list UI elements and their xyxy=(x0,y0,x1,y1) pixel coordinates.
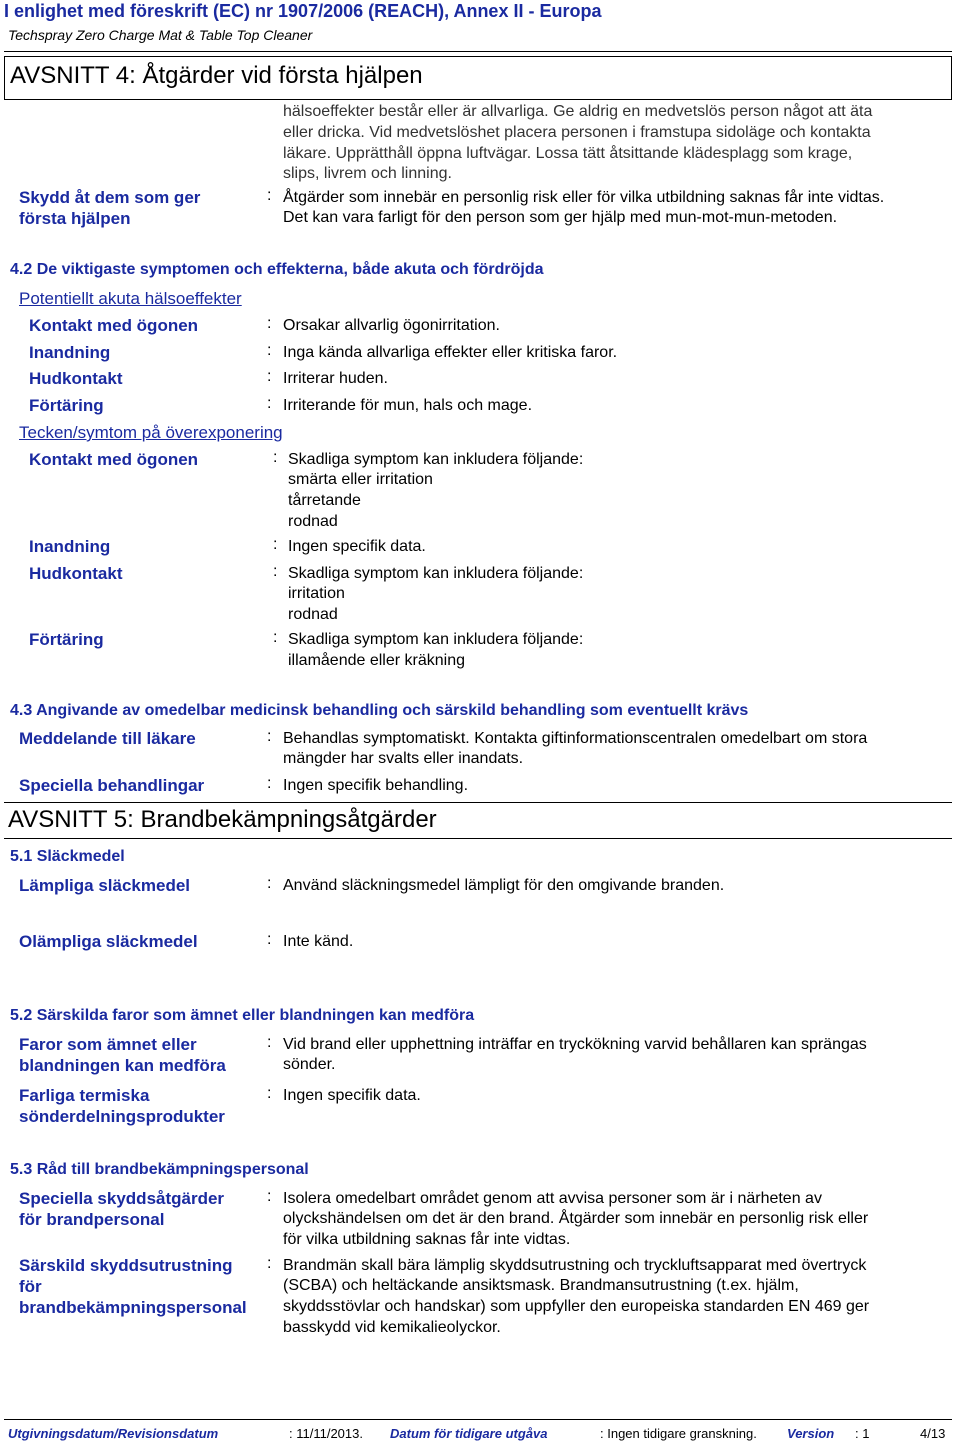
protective-equipment-line: Brandmän skall bära lämplig skyddsutrustning och tryckluftsapparat med övertryck xyxy=(283,1257,867,1274)
suitable-media-label: Lämpliga släckmedel xyxy=(19,876,191,895)
section5-title-divider-top xyxy=(4,802,952,803)
footer-divider xyxy=(4,1419,952,1420)
protective-equipment-line: skyddsstövlar och handskar) som uppfyller den europeiska standarden EN 469 ger xyxy=(283,1298,870,1315)
potential-effects-heading: Potentiellt akuta hälsoeffekter xyxy=(19,289,242,308)
sign-eye-contact-line: Skadliga symptom kan inkludera följande: xyxy=(288,451,584,468)
field-colon: : xyxy=(267,775,272,792)
field-colon: : xyxy=(267,395,272,412)
unsuitable-media-value: Inte känd. xyxy=(283,933,354,950)
subsection-5-2-heading: 5.2 Särskilda faror som ämnet eller blandningen kan medföra xyxy=(10,1007,475,1024)
sign-ingestion-line: illamående eller kräkning xyxy=(288,652,465,669)
note-to-physician-label: Meddelande till läkare xyxy=(19,729,196,748)
footer-page-number: 4/13 xyxy=(920,1426,946,1441)
product-name: Techspray Zero Charge Mat & Table Top Cleaner xyxy=(8,27,313,43)
first-aid-continued-line: slips, livrem och linning. xyxy=(283,165,452,182)
sign-ingestion-line: Skadliga symptom kan inkludera följande: xyxy=(288,631,584,648)
field-colon: : xyxy=(273,629,278,646)
footer-version-value: : 1 xyxy=(855,1426,870,1441)
skin-contact-value: Irriterar huden. xyxy=(283,370,388,387)
ingestion-label: Förtäring xyxy=(29,396,104,415)
thermal-decomposition-label: sönderdelningsprodukter xyxy=(19,1107,225,1126)
protect-first-aiders-label: första hjälpen xyxy=(19,209,131,228)
special-measures-line: olyckshändelsen om det är den brand. Åtgärder som innebär en personlig risk eller xyxy=(283,1210,869,1227)
field-colon: : xyxy=(267,875,272,892)
protective-equipment-line: (SCBA) och heltäckande ansiktsmask. Brandmansutrustning (t.ex. hjälm, xyxy=(283,1277,799,1294)
inhalation-label: Inandning xyxy=(29,343,111,362)
thermal-decomposition-label: Farliga termiska xyxy=(19,1086,150,1105)
hazards-line: sönder. xyxy=(283,1056,336,1073)
subsection-5-1-heading: 5.1 Släckmedel xyxy=(10,848,125,865)
specific-treatments-value: Ingen specifik behandling. xyxy=(283,777,469,794)
sign-skin-contact-line: irritation xyxy=(288,585,345,602)
field-colon: : xyxy=(267,1085,272,1102)
footer-previous-date-label: Datum för tidigare utgåva xyxy=(390,1426,548,1441)
footer-issue-date-label: Utgivningsdatum/Revisionsdatum xyxy=(8,1426,219,1441)
inhalation-value: Inga kända allvarliga effekter eller kritiska faror. xyxy=(283,344,618,361)
section4-title: AVSNITT 4: Åtgärder vid första hjälpen xyxy=(10,62,423,89)
field-colon: : xyxy=(273,536,278,553)
note-to-physician-line: Behandlas symptomatiskt. Kontakta giftinformationscentralen omedelbart om stora xyxy=(283,730,868,747)
section5-title-divider xyxy=(4,838,952,839)
special-measures-label: Speciella skyddsåtgärder xyxy=(19,1189,225,1208)
hazards-line: Vid brand eller upphettning inträffar en tryckökning varvid behållaren kan sprängas xyxy=(283,1036,867,1053)
unsuitable-media-label: Olämpliga släckmedel xyxy=(19,932,198,951)
skin-contact-label: Hudkontakt xyxy=(29,369,123,388)
sign-eye-contact-line: tårretande xyxy=(288,492,361,509)
footer-previous-date-value: : Ingen tidigare granskning. xyxy=(600,1426,757,1441)
sign-inhalation-label: Inandning xyxy=(29,537,111,556)
header-divider xyxy=(4,51,952,52)
protect-first-aiders-label: Skydd åt dem som ger xyxy=(19,188,201,207)
document-header-title: I enlighet med föreskrift (EC) nr 1907/2006 (REACH), Annex II - Europa xyxy=(4,1,602,21)
first-aid-continued-line: eller dricka. Vid medvetslöshet placera personen i framstupa sidoläge och kontakta xyxy=(283,124,871,141)
sign-skin-contact-line: Skadliga symptom kan inkludera följande: xyxy=(288,565,584,582)
field-colon: : xyxy=(273,449,278,466)
overexposure-signs-heading: Tecken/symtom på överexponering xyxy=(19,423,283,442)
special-measures-label: för brandpersonal xyxy=(19,1210,165,1229)
sign-ingestion-label: Förtäring xyxy=(29,630,104,649)
sign-skin-contact-line: rodnad xyxy=(288,606,338,623)
subsection-4-3-heading: 4.3 Angivande av omedelbar medicinsk behandling och särskild behandling som eventuellt krävs xyxy=(10,702,749,719)
field-colon: : xyxy=(267,1255,272,1272)
field-colon: : xyxy=(267,342,272,359)
field-colon: : xyxy=(267,187,272,204)
protective-equipment-label: Särskild skyddsutrustning xyxy=(19,1256,233,1275)
subsection-4-2-heading: 4.2 De viktigaste symptomen och effekterna, både akuta och fördröjda xyxy=(10,261,544,278)
field-colon: : xyxy=(267,1188,272,1205)
protective-equipment-line: basskydd vid kemikalieolyckor. xyxy=(283,1319,501,1336)
section5-title: AVSNITT 5: Brandbekämpningsåtgärder xyxy=(8,806,437,833)
eye-contact-value: Orsakar allvarlig ögonirritation. xyxy=(283,317,500,334)
protective-equipment-label: brandbekämpningspersonal xyxy=(19,1298,247,1317)
hazards-label: Faror som ämnet eller xyxy=(19,1035,197,1054)
sign-eye-contact-line: smärta eller irritation xyxy=(288,471,433,488)
special-measures-line: Isolera omedelbart området genom att avvisa personer som är i närheten av xyxy=(283,1190,822,1207)
subsection-5-3-heading: 5.3 Råd till brandbekämpningspersonal xyxy=(10,1161,309,1178)
first-aid-continued-line: hälsoeffekter består eller är allvarliga. Ge aldrig en medvetslös person något att äta xyxy=(283,103,873,120)
footer-issue-date-value: : 11/11/2013. xyxy=(289,1426,363,1441)
field-colon: : xyxy=(273,563,278,580)
field-colon: : xyxy=(267,315,272,332)
ingestion-value: Irriterande för mun, hals och mage. xyxy=(283,397,533,414)
field-colon: : xyxy=(267,931,272,948)
first-aid-continued-line: läkare. Upprätthåll öppna luftvägar. Lossa tätt åtsittande klädesplagg som krage, xyxy=(283,145,853,162)
field-colon: : xyxy=(267,1034,272,1051)
sign-eye-contact-line: rodnad xyxy=(288,513,338,530)
sign-inhalation-line: Ingen specifik data. xyxy=(288,538,426,555)
specific-treatments-label: Speciella behandlingar xyxy=(19,776,205,795)
protect-first-aiders-value: Åtgärder som innebär en personlig risk eller för vilka utbildning saknas får inte vidtas. xyxy=(283,189,885,206)
thermal-decomposition-value: Ingen specifik data. xyxy=(283,1087,421,1104)
suitable-media-value: Använd släckningsmedel lämpligt för den omgivande branden. xyxy=(283,877,725,894)
sign-eye-contact-label: Kontakt med ögonen xyxy=(29,450,199,469)
section4-title-divider xyxy=(4,99,952,100)
field-colon: : xyxy=(267,368,272,385)
hazards-label: blandningen kan medföra xyxy=(19,1056,226,1075)
protect-first-aiders-value: Det kan vara farligt för den person som ger hjälp med mun-mot-mun-metoden. xyxy=(283,209,838,226)
special-measures-line: för vilka utbildning saknas får inte vidtas. xyxy=(283,1231,571,1248)
sign-skin-contact-label: Hudkontakt xyxy=(29,564,123,583)
note-to-physician-line: mängder har svalts eller inandats. xyxy=(283,750,524,767)
field-colon: : xyxy=(267,728,272,745)
eye-contact-label: Kontakt med ögonen xyxy=(29,316,199,335)
protective-equipment-label: för xyxy=(19,1277,42,1296)
footer-version-label: Version xyxy=(787,1426,835,1441)
